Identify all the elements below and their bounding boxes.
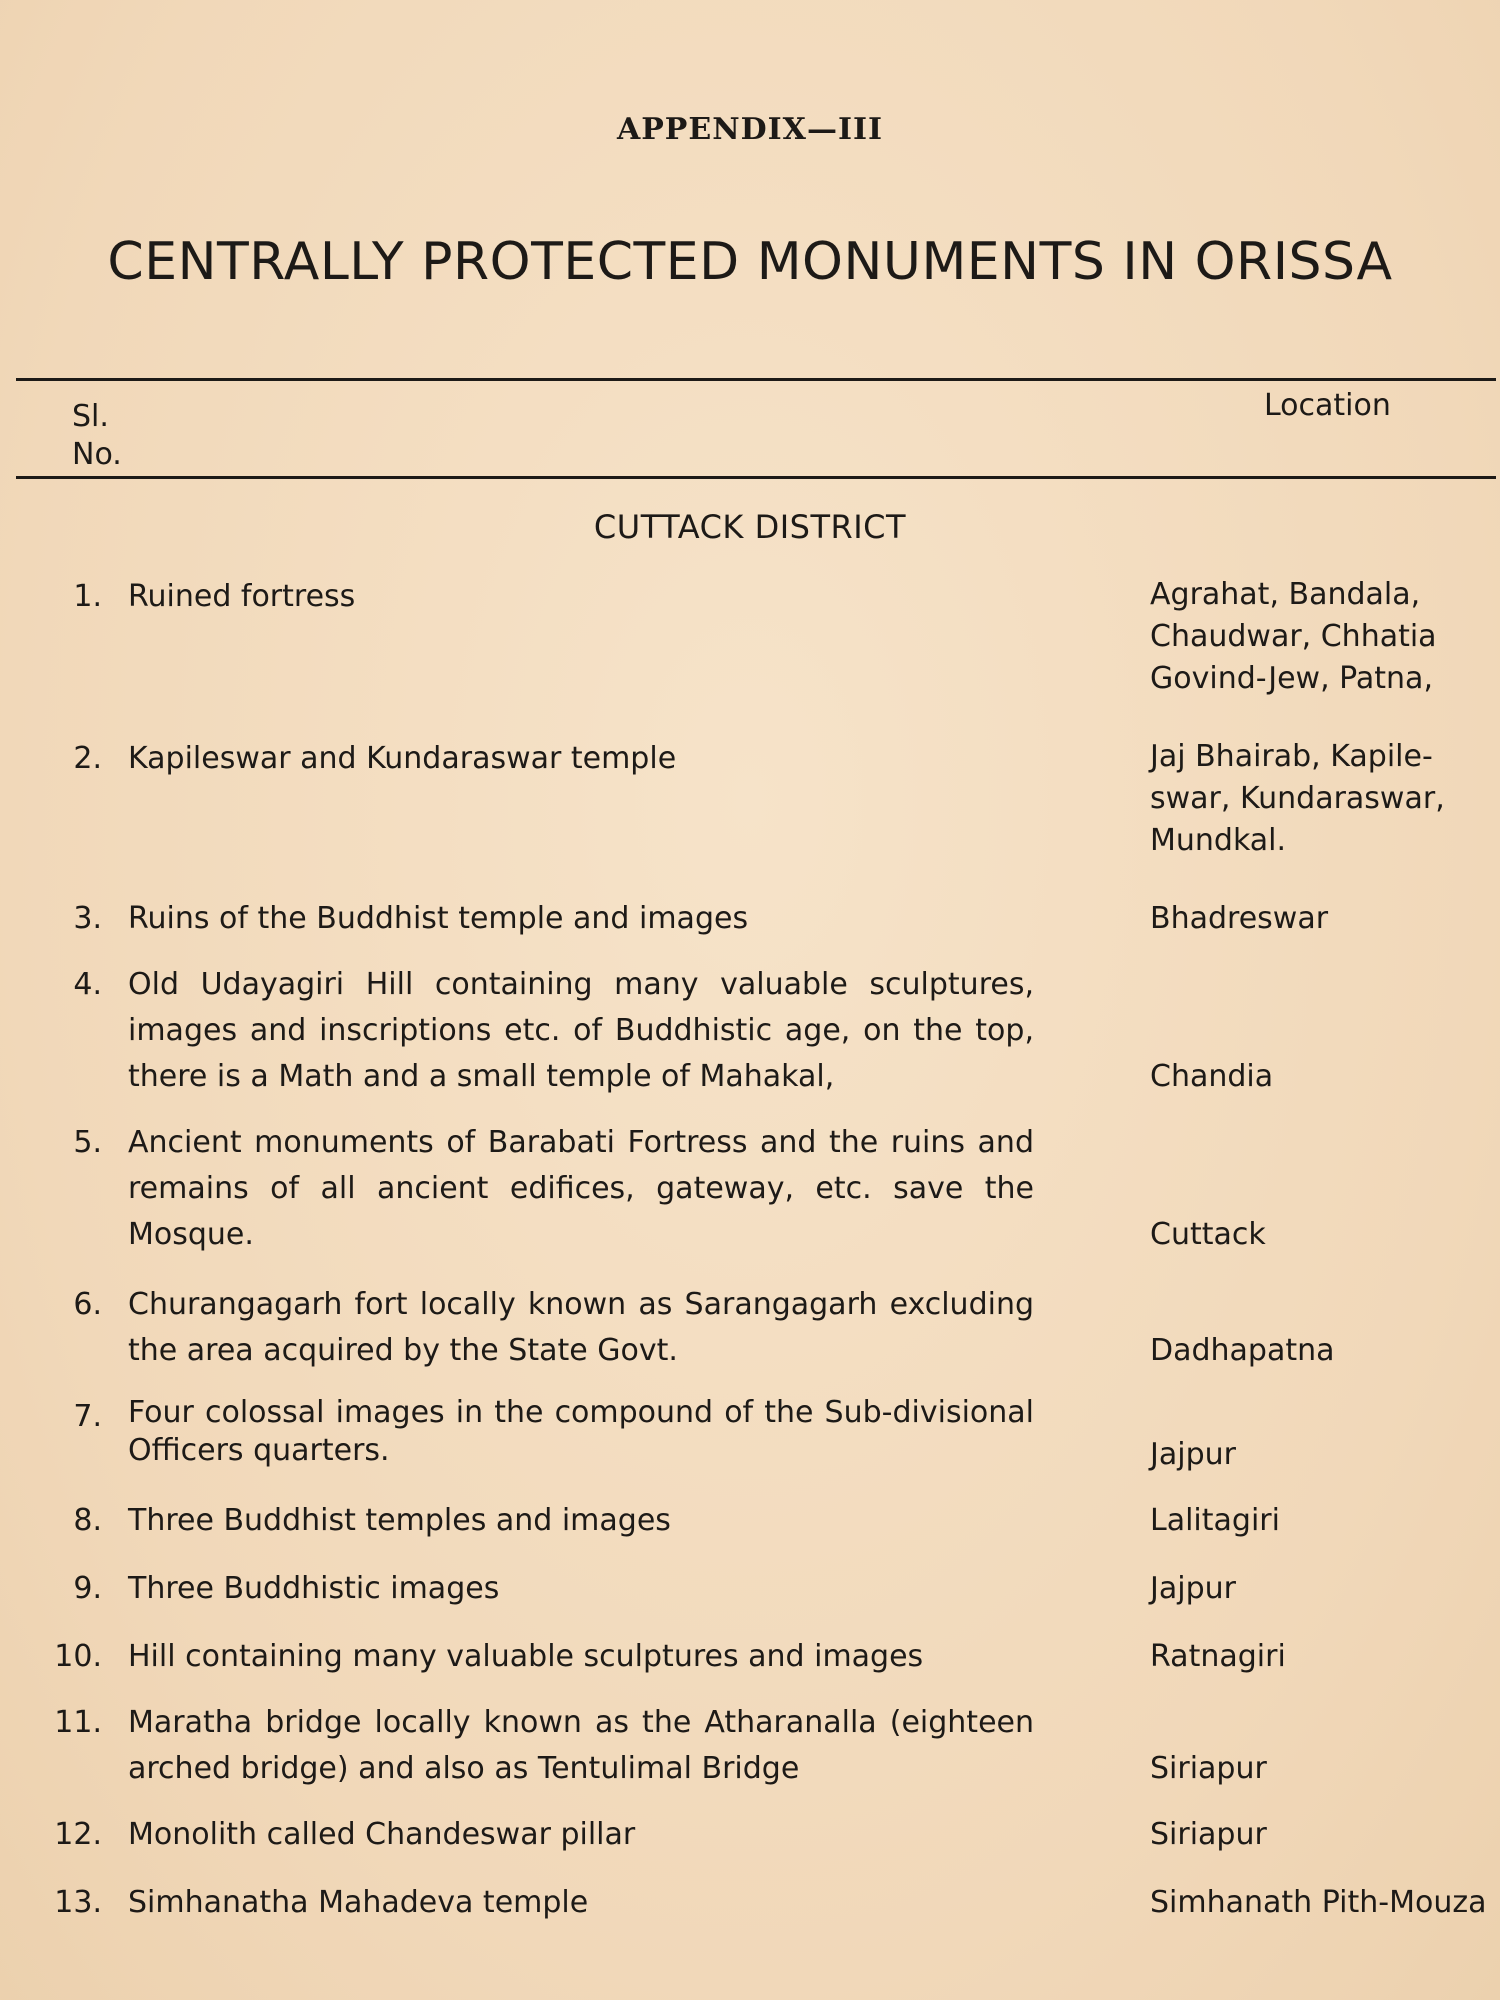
entry-description: Maratha bridge locally known as the Atharanalla (eighteen arched bridge) and also as Tentulimal Bridge: [128, 1705, 1034, 1786]
entry-number: 10.: [54, 1639, 102, 1674]
entry-location: Ratnagiri: [1150, 1639, 1286, 1674]
entry-location: Dadhapatna: [1150, 1333, 1335, 1368]
entry-number: 4.: [73, 967, 102, 1002]
entry-number: 7.: [73, 1399, 102, 1434]
entry-description: Kapileswar and Kundaraswar temple: [128, 741, 677, 776]
appendix-label: APPENDIX—III: [616, 112, 884, 147]
entry-description: Three Buddhist temples and images: [128, 1503, 671, 1538]
entry-description: Three Buddhistic images: [128, 1571, 500, 1606]
entry-location: Jajpur: [1150, 1571, 1236, 1606]
entry-number: 9.: [73, 1571, 102, 1606]
entry-description: Monolith called Chandeswar pillar: [128, 1817, 636, 1852]
entry-number: 8.: [73, 1503, 102, 1538]
entry-description: Simhanatha Mahadeva temple: [128, 1885, 589, 1920]
entry-description: Ancient monuments of Barabati Fortress and the ruins and remains of all ancient edifices, gateway, etc. save the Mosque.: [128, 1125, 1034, 1252]
entry-description: Churangagarh fort locally known as Sarangagarh excluding the area acquired by the State Govt.: [128, 1287, 1034, 1368]
entry-number: 1.: [73, 579, 102, 614]
entry-location: Siriapur: [1150, 1751, 1267, 1786]
entry-location: Cuttack: [1150, 1217, 1266, 1252]
entry-location: Jaj Bhairab, Kapile-swar, Kundaraswar, Mundkal.: [1150, 739, 1445, 858]
location-column-header: Location: [1264, 388, 1391, 423]
table-header-bottom-rule: [16, 476, 1496, 479]
entry-description: Four colossal images in the compound of the Sub-divisional Officers quarters.: [128, 1395, 1034, 1468]
entry-location: Siriapur: [1150, 1817, 1267, 1852]
entry-number: 6.: [73, 1287, 102, 1322]
district-heading: CUTTACK DISTRICT: [593, 508, 907, 546]
entry-number: 2.: [73, 741, 102, 776]
page-title: CENTRALLY PROTECTED MONUMENTS IN ORISSA: [107, 232, 1393, 292]
entry-location: Lalitagiri: [1150, 1503, 1280, 1538]
entry-location: Agrahat, Bandala, Chaudwar, Chhatia Govind-Jew, Patna,: [1150, 577, 1437, 696]
entry-number: 5.: [73, 1125, 102, 1160]
entry-description: Hill containing many valuable sculptures and images: [128, 1639, 924, 1674]
sl-no-column-header: [72, 398, 122, 474]
entry-location: Bhadreswar: [1150, 901, 1329, 936]
entry-location: Jajpur: [1150, 1437, 1236, 1472]
entry-location: Chandia: [1150, 1059, 1274, 1094]
entry-location: Simhanath Pith-Mouza: [1150, 1885, 1487, 1920]
sl-header-line1: Sl.: [72, 399, 109, 434]
entry-number: 3.: [73, 901, 102, 936]
entry-number: 11.: [54, 1705, 102, 1740]
sl-header-line2: No.: [72, 437, 122, 472]
entry-number: 13.: [54, 1885, 102, 1920]
entry-description: Ruins of the Buddhist temple and images: [128, 901, 749, 936]
entry-description: Ruined fortress: [128, 579, 356, 614]
entry-description: Old Udayagiri Hill containing many valuable sculptures, images and inscriptions etc. of Buddhistic age, on the top, there is a Math and a small temple of Mahakal,: [128, 967, 1034, 1094]
table-top-rule: [16, 378, 1496, 381]
entry-number: 12.: [54, 1817, 102, 1852]
